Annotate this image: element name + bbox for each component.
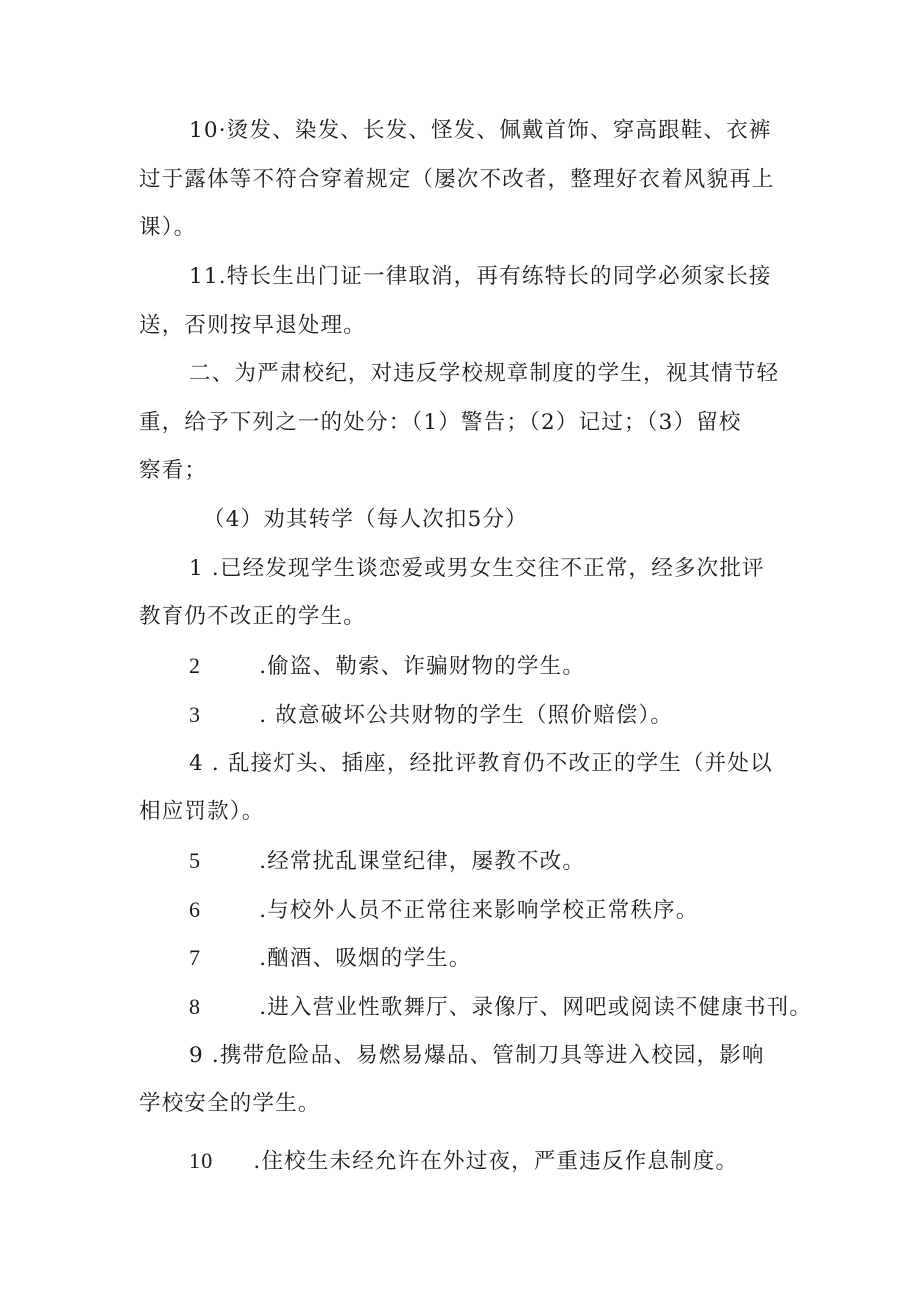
punishment-7-text: .酗酒、吸烟的学生。	[259, 946, 472, 971]
section-2-line-3: 察看；	[139, 458, 208, 483]
section-2-line-4: （4）劝其转学（每人次扣5分）	[203, 507, 528, 532]
item-11-line-2: 送，否则按早退处理。	[139, 313, 367, 338]
punishment-6-text: .与校外人员不正常往来影响学校正常秩序。	[259, 898, 699, 923]
punishment-3-number: 3	[189, 702, 202, 727]
punishment-8-text: .进入营业性歌舞厅、录像厅、网吧或阅读不健康书刊。	[259, 995, 813, 1020]
punishment-5-text: .经常扰乱课堂纪律，屡教不改。	[259, 849, 586, 874]
punishment-3-text: . 故意破坏公共财物的学生（照价赔偿）。	[259, 703, 674, 728]
punishment-10-text: .住校生未经允许在外过夜，严重违反作息制度。	[253, 1149, 739, 1174]
punishment-8	[189, 992, 812, 1022]
punishment-1-line-1: 1 .已经发现学生谈恋爱或男女生交往不正常，经多次批评	[189, 556, 765, 581]
punishment-5-number: 5	[189, 848, 202, 873]
punishment-7-number: 7	[189, 945, 202, 970]
punishment-10	[189, 1146, 738, 1176]
punishment-2-text: .偷盗、勒索、诈骗财物的学生。	[259, 654, 586, 679]
item-10-line-3: 课）。	[139, 215, 197, 240]
punishment-2-number: 2	[189, 653, 202, 678]
item-10-line-1: 10·烫发、染发、长发、怪发、佩戴首饰、穿高跟鞋、衣裤	[189, 118, 772, 143]
punishment-6	[189, 895, 699, 925]
punishment-10-number: 10	[189, 1148, 214, 1173]
punishment-6-number: 6	[189, 897, 202, 922]
punishment-3	[189, 700, 673, 730]
punishment-7	[189, 943, 472, 973]
punishment-9-line-2: 学校安全的学生。	[139, 1091, 321, 1116]
item-10-line-2: 过于露体等不符合穿着规定（屡次不改者，整理好衣着风貌再上	[139, 167, 775, 192]
punishment-4-line-1: 4 . 乱接灯头、插座，经批评教育仍不改正的学生（并处以	[189, 751, 773, 776]
item-11-line-1: 11.特长生出门证一律取消，再有练特长的同学必须家长接	[189, 264, 772, 289]
punishment-1-line-2: 教育仍不改正的学生。	[139, 604, 367, 629]
punishment-5	[189, 846, 585, 876]
punishment-2	[189, 651, 585, 681]
punishment-8-number: 8	[189, 994, 202, 1019]
section-2-line-2: 重，给予下列之一的处分：（1）警告；（2）记过；（3）留校	[139, 410, 742, 435]
punishment-4-line-2: 相应罚款）。	[139, 799, 265, 824]
punishment-9-line-1: 9 .携带危险品、易燃易爆品、管制刀具等进入校园，影响	[189, 1043, 765, 1068]
section-2-line-1: 二、为严肃校纪，对违反学校规章制度的学生，视其情节轻	[189, 361, 780, 386]
